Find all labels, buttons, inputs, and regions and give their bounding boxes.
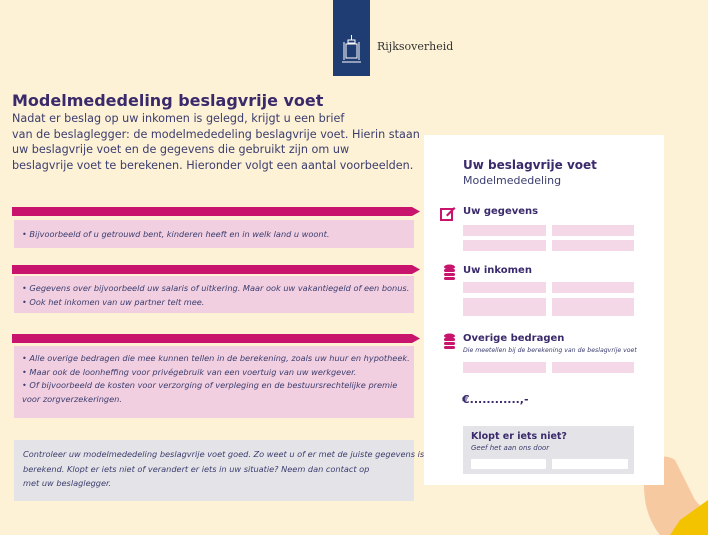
klopt-subtitle: Geef het aan ons door — [471, 444, 550, 452]
pointer-arrow — [12, 334, 420, 343]
klopt-title: Klopt er iets niet? — [471, 431, 567, 442]
note-line: met uw beslaglegger. — [23, 478, 112, 488]
section-box-inkomen — [14, 276, 414, 313]
document-field — [463, 282, 546, 293]
overige-sublabel: Die meetellen bij de berekening van de beslagvrije voet — [463, 347, 637, 354]
bullet-text: • Gegevens over bijvoorbeeld uw salaris of uitkering. Maar ook uw vakantiegeld of een bonus. — [22, 283, 410, 293]
bullet-text: • Alle overige bedragen die mee kunnen tellen in de berekening, zoals uw huur en hypotheek. — [22, 353, 410, 363]
rijksoverheid-logo — [333, 0, 370, 76]
intro-line: van de beslaglegger: de modelmededeling beslagvrije voet. Hierin staan — [12, 127, 420, 141]
edit-icon — [440, 205, 456, 221]
section-box-gegevens — [14, 220, 414, 248]
bullet-text: • Maar ook de loonheffing voor privégebruik van een voertuig van uw werkgever. — [22, 366, 357, 377]
document-field — [471, 459, 546, 469]
euro-amount: €............,- — [462, 393, 529, 406]
gegevens-label: Uw gegevens — [463, 206, 539, 217]
pointer-arrow — [12, 207, 420, 216]
inkomen-label: Uw inkomen — [463, 265, 532, 276]
document-field — [463, 298, 546, 316]
document-field — [552, 240, 634, 251]
document-field — [552, 459, 628, 469]
document-title: Uw beslagvrije voet — [463, 158, 597, 172]
overige-label: Overige bedragen — [463, 333, 565, 344]
intro-line: Nadat er beslag op uw inkomen is gelegd, krijgt u een brief — [12, 112, 345, 125]
logo-text: Rijksoverheid — [377, 40, 454, 53]
note-line: Controleer uw modelmededeling beslagvrije voet goed. Zo weet u of er met de juiste gegevens is — [23, 449, 425, 459]
document-field — [552, 225, 634, 236]
bullet-text: • Bijvoorbeeld of u getrouwd bent, kinderen heeft en in welk land u woont. — [22, 229, 330, 239]
document-field — [552, 298, 634, 316]
note-line: berekend. Klopt er iets niet of verandert er iets in uw situatie? Neem dan contact op — [23, 463, 370, 474]
document-field — [463, 362, 546, 373]
document-field — [463, 240, 546, 251]
intro-line: beslagvrije voet te berekenen. Hieronder volgt een aantal voorbeelden. — [12, 158, 414, 172]
note-box — [14, 440, 425, 501]
coins-icon — [443, 333, 456, 349]
bullet-text: • Of bijvoorbeeld de kosten voor verzorging of verpleging en de bestuursrechtelijke premie — [22, 380, 398, 390]
coins-icon — [443, 264, 456, 280]
intro-text — [12, 111, 420, 173]
pointer-arrow — [12, 265, 420, 274]
document-field — [552, 362, 634, 373]
section-box-overige — [14, 346, 414, 418]
document-field — [552, 282, 634, 293]
bullet-text: voor zorgverzekeringen. — [22, 393, 122, 404]
bullet-text: • Ook het inkomen van uw partner telt mee. — [22, 296, 205, 307]
page-title: Modelmededeling beslagvrije voet — [12, 91, 324, 110]
crest-icon — [333, 0, 370, 76]
intro-line: uw beslagvrije voet en de gegevens die gebruikt zijn om uw — [12, 143, 350, 156]
document-field — [463, 225, 546, 236]
document-subtitle: Modelmededeling — [463, 174, 562, 187]
